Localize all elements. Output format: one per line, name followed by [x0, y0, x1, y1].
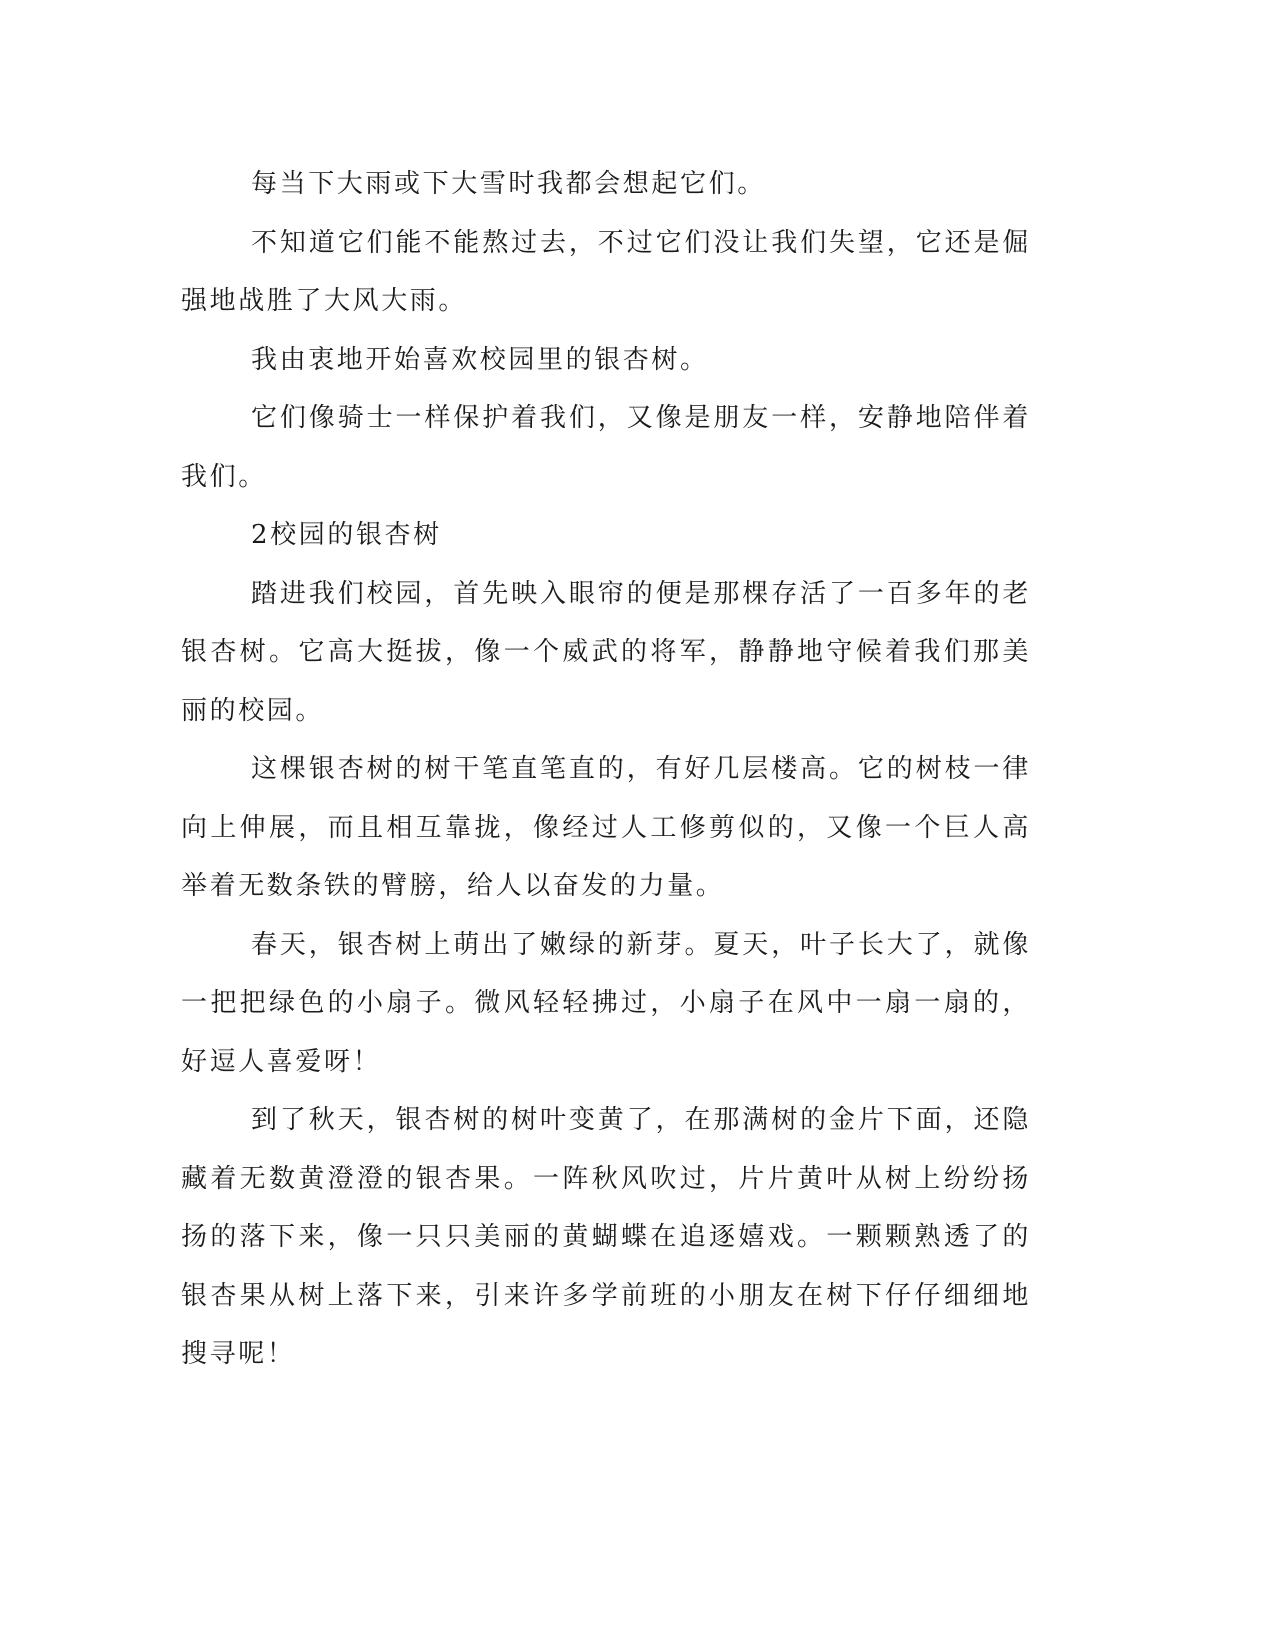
paragraph: 它们像骑士一样保护着我们，又像是朋友一样，安静地陪伴着我们。	[181, 403, 1031, 492]
paragraph: 不知道它们能不能熬过去，不过它们没让我们失望，它还是倔强地战胜了大风大雨。	[181, 227, 1031, 316]
paragraph: 我由衷地开始喜欢校园里的银杏树。	[251, 344, 709, 375]
section-heading: 2校园的银杏树	[251, 520, 442, 550]
paragraph: 每当下大雨或下大雪时我都会想起它们。	[251, 169, 766, 199]
paragraph: 春天，银杏树上萌出了嫩绿的新芽。夏天，叶子长大了，就像一把把绿色的小扇子。微风轻轻拂过，小扇子在风中一扇一扇的，好逗人喜爱呀！	[181, 929, 1031, 1077]
paragraph: 踏进我们校园，首先映入眼帘的便是那棵存活了一百多年的老银杏树。它高大挺拔，像一个威武的将军，静静地守候着我们那美丽的校园。	[181, 578, 1031, 726]
paragraph: 这棵银杏树的树干笔直笔直的，有好几层楼高。它的树枝一律向上伸展，而且相互靠拢，像经过人工修剪似的，又像一个巨人高举着无数条铁的臂膀，给人以奋发的力量。	[181, 754, 1031, 901]
paragraph: 到了秋天，银杏树的树叶变黄了，在那满树的金片下面，还隐藏着无数黄澄澄的银杏果。一阵秋风吹过，片片黄叶从树上纷纷扬扬的落下来，像一只只美丽的黄蝴蝶在追逐嬉戏。一颗颗熟透了的银杏果从树上落下来，引来许多学前班的小朋友在树下仔仔细细地搜寻呢！	[181, 1105, 1031, 1369]
document-body	[181, 155, 1031, 1384]
